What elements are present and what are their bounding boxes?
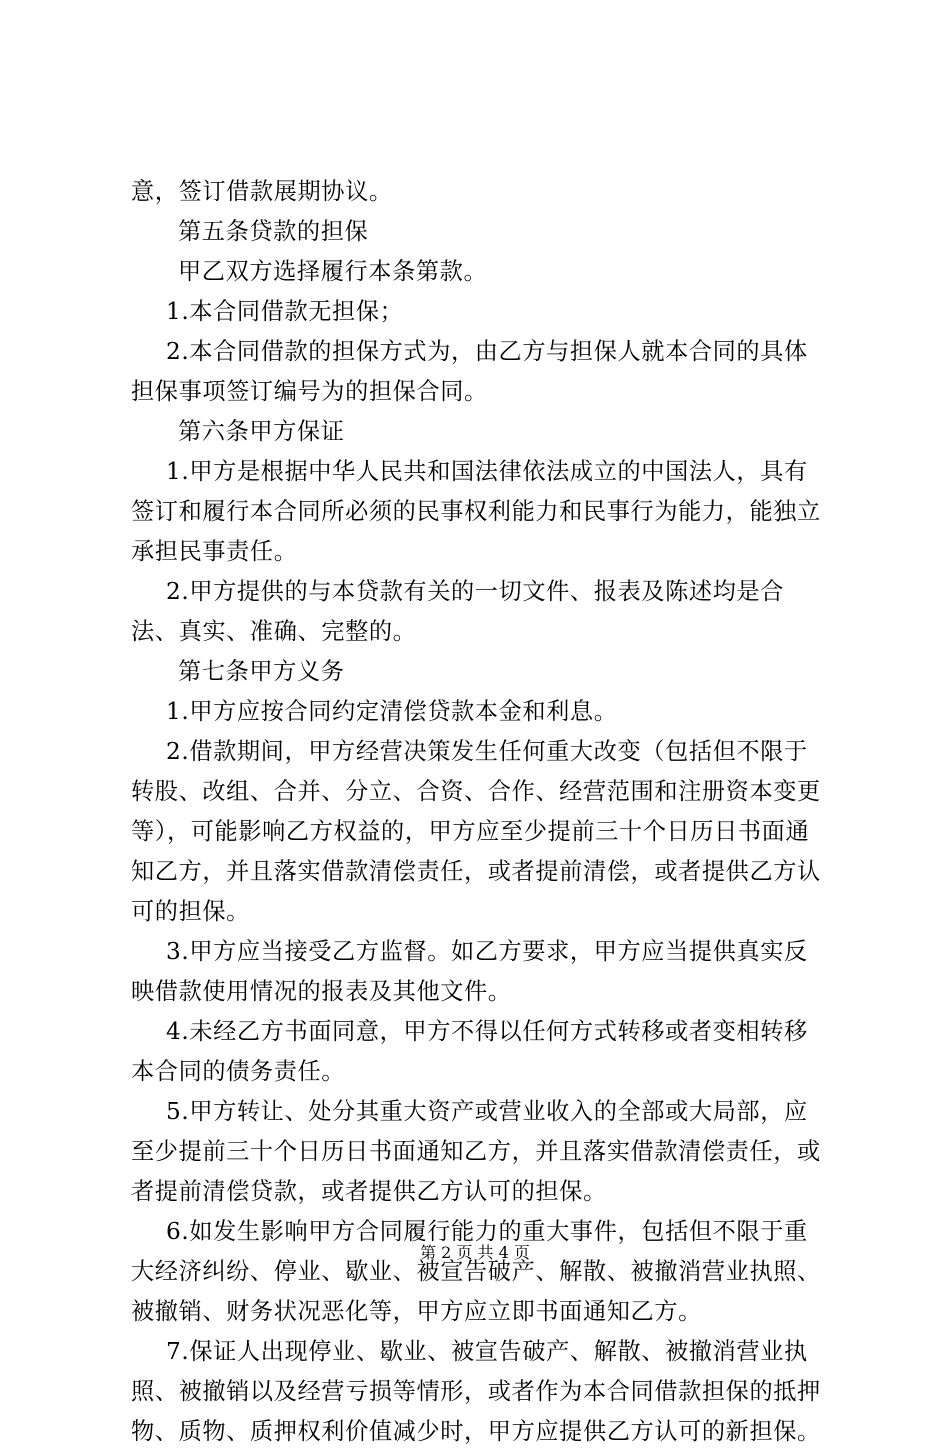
article-5-intro: 甲乙双方选择履行本条第款。 bbox=[178, 258, 488, 285]
article-5-item-1: 1.本合同借款无担保； bbox=[166, 298, 404, 325]
article-7-item-3: 3.甲方应当接受乙方监督。如乙方要求，甲方应当提供真实反映借款使用情况的报表及其他文件。 bbox=[131, 938, 808, 1005]
article-7-item-4: 4.未经乙方书面同意，甲方不得以任何方式转移或者变相转移本合同的债务责任。 bbox=[131, 1018, 808, 1085]
article-7-item-6: 6.如发生影响甲方合同履行能力的重大事件，包括但不限于重大经济纠纷、停业、歇业、被宣告破产、解散、被撤消营业执照、被撤销、财务状况恶化等，甲方应立即书面通知乙方。 bbox=[131, 1218, 821, 1325]
article-5-item-2: 2.本合同借款的担保方式为，由乙方与担保人就本合同的具体担保事项签订编号为的担保合同。 bbox=[131, 338, 808, 405]
article-7-item-2: 2.借款期间，甲方经营决策发生任何重大改变（包括但不限于转股、改组、合并、分立、合资、合作、经营范围和注册资本变更等），可能影响乙方权益的，甲方应至少提前三十个日历日书面通知乙方，并且落实借款清偿责任，或者提前清偿，或者提供乙方认可的担保。 bbox=[131, 738, 821, 925]
article-6-heading: 第六条甲方保证 bbox=[178, 418, 345, 445]
article-6-item-1: 1.甲方是根据中华人民共和国法律依法成立的中国法人，具有签订和履行本合同所必须的民事权利能力和民事行为能力，能独立承担民事责任。 bbox=[131, 458, 821, 565]
article-7-item-7: 7.保证人出现停业、歇业、被宣告破产、解散、被撤消营业执照、被撤销以及经营亏损等情形，或者作为本合同借款担保的抵押物、质物、质押权利价值减少时，甲方应提供乙方认可的新担保。 bbox=[131, 1338, 821, 1445]
paragraph-continuation: 意，签订借款展期协议。 bbox=[131, 178, 393, 205]
article-7-item-1: 1.甲方应按合同约定清偿贷款本金和利息。 bbox=[166, 698, 618, 725]
page-number-label: 第 2 页 共 4 页 bbox=[420, 1243, 530, 1262]
page-footer bbox=[0, 1243, 950, 1263]
article-7-item-5: 5.甲方转让、处分其重大资产或营业收入的全部或大局部，应至少提前三十个日历日书面通知乙方，并且落实借款清偿责任，或者提前清偿贷款，或者提供乙方认可的担保。 bbox=[131, 1098, 821, 1205]
article-5-heading: 第五条贷款的担保 bbox=[178, 218, 369, 245]
article-7-heading: 第七条甲方义务 bbox=[178, 658, 345, 685]
article-6-item-2: 2.甲方提供的与本贷款有关的一切文件、报表及陈述均是合法、真实、准确、完整的。 bbox=[131, 578, 785, 645]
